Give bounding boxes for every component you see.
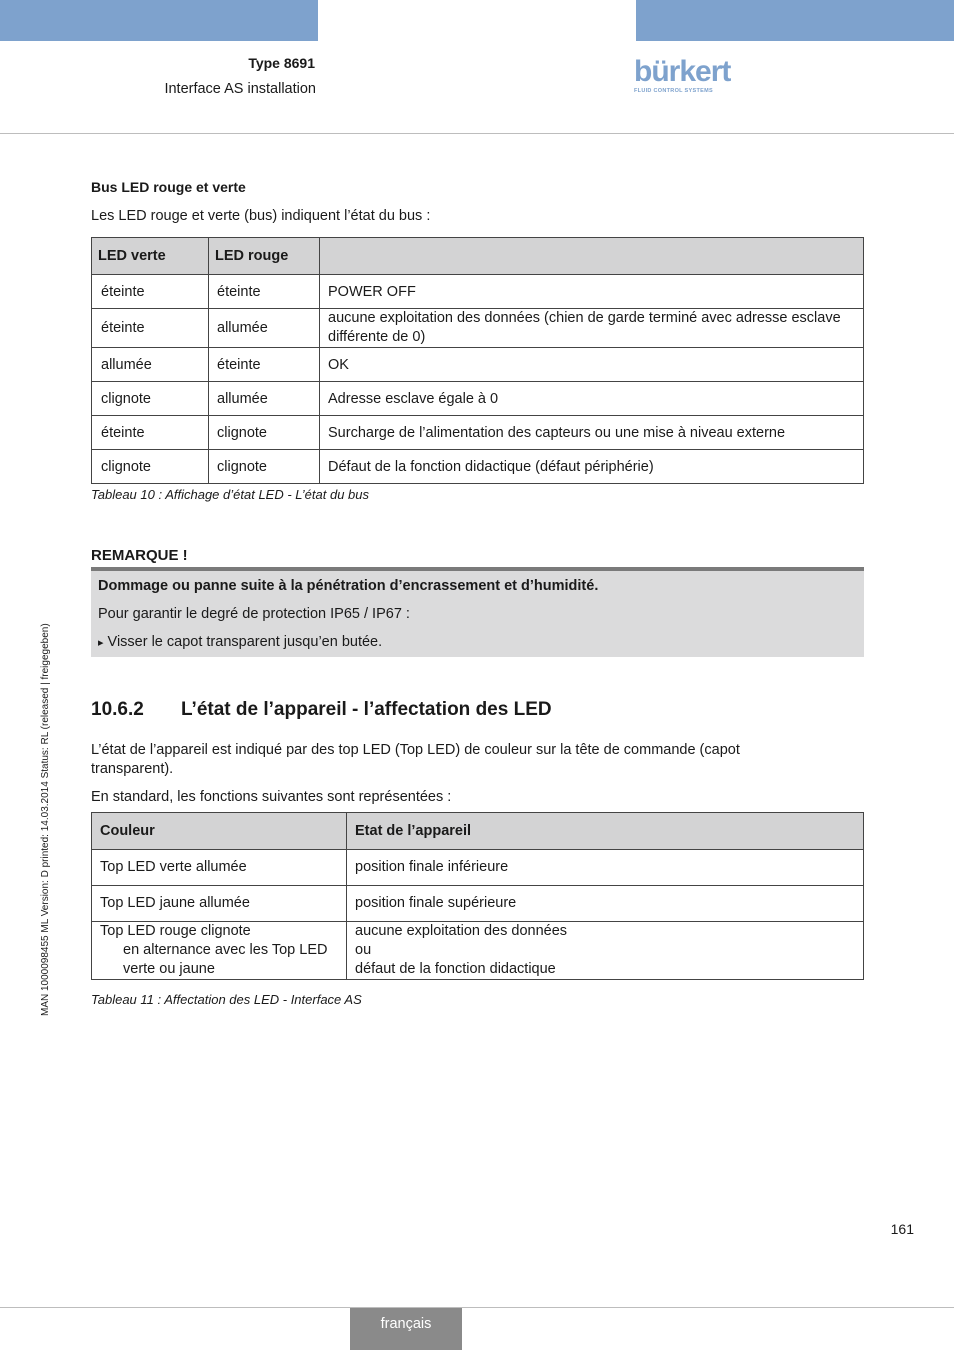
table-cell: [92, 922, 347, 980]
column-header: LED rouge: [209, 238, 320, 275]
table-cell: clignote: [209, 416, 320, 450]
table-cell: clignote: [92, 450, 209, 484]
footer-divider: [0, 1307, 954, 1308]
table-cell: éteinte: [92, 309, 209, 348]
header-divider: [0, 133, 954, 134]
remark-box: [91, 567, 864, 657]
table-cell: allumée: [209, 309, 320, 348]
table-row: [92, 275, 864, 309]
table-cell: Surcharge de l’alimentation des capteurs ou une mise à niveau externe: [320, 416, 864, 450]
table-cell: Top LED verte allumée: [92, 850, 347, 886]
cell-line: ou: [355, 942, 372, 958]
logo-tagline: FLUID CONTROL SYSTEMS: [634, 88, 713, 94]
document-status-sidebar: MAN 1000098455 ML Version: D printed: 14.03.2014 Status: RL (released | freigegeben): [40, 623, 51, 1016]
page-number: 161: [890, 1221, 914, 1237]
table-row: [92, 382, 864, 416]
table-cell: position finale supérieure: [347, 886, 864, 922]
cell-main-text: Top LED rouge clignote: [100, 923, 251, 939]
table-11-caption: Tableau 11 : Affectation des LED - Interface AS: [91, 992, 362, 1007]
table-cell: éteinte: [92, 275, 209, 309]
table-header-row: [92, 238, 864, 275]
remark-step: [98, 634, 382, 650]
table-cell: clignote: [209, 450, 320, 484]
table-cell: allumée: [209, 382, 320, 416]
bus-led-heading: Bus LED rouge et verte: [91, 179, 246, 195]
column-header: [320, 238, 864, 275]
table-row: [92, 416, 864, 450]
table-cell: éteinte: [209, 348, 320, 382]
device-standard: En standard, les fonctions suivantes sont représentées :: [91, 789, 452, 805]
table-cell: éteinte: [92, 416, 209, 450]
remark-text: Pour garantir le degré de protection IP65 / IP67 :: [98, 606, 410, 622]
device-intro: L’état de l’appareil est indiqué par des top LED (Top LED) de couleur sur la tête de commande (capot transparent).: [91, 742, 740, 777]
table-cell: Adresse esclave égale à 0: [320, 382, 864, 416]
table-cell: aucune exploitation des données (chien de garde terminé avec adresse esclave différente de 0): [320, 309, 864, 348]
header-band-left: [0, 0, 318, 41]
step-arrow-icon: ▸: [98, 637, 104, 649]
logo-wordmark: bürkert: [634, 55, 731, 88]
table-cell: [347, 922, 864, 980]
remark-step-text: Visser le capot transparent jusqu’en butée.: [107, 634, 383, 650]
cell-line: défaut de la fonction didactique: [355, 961, 556, 977]
table-row: [92, 886, 864, 922]
language-tab: français: [350, 1308, 462, 1350]
column-header: Etat de l’appareil: [347, 813, 864, 850]
table-cell: OK: [320, 348, 864, 382]
led-assignment-table: [91, 812, 864, 980]
table-header-row: [92, 813, 864, 850]
table-cell: Défaut de la fonction didactique (défaut périphérie): [320, 450, 864, 484]
table-row: [92, 922, 864, 980]
remark-warning: Dommage ou panne suite à la pénétration d’encrassement et d’humidité.: [98, 578, 599, 594]
table-cell: allumée: [92, 348, 209, 382]
cell-line: aucune exploitation des données: [355, 923, 568, 939]
bus-led-intro: Les LED rouge et verte (bus) indiquent l’état du bus :: [91, 208, 431, 224]
document-subtitle: Interface AS installation: [164, 81, 316, 97]
burkert-logo: [634, 57, 734, 97]
table-row: [92, 450, 864, 484]
section-title: L’état de l’appareil - l’affectation des LED: [181, 699, 552, 720]
section-number: 10.6.2: [91, 699, 144, 720]
column-header: Couleur: [92, 813, 347, 850]
table-cell: Top LED jaune allumée: [92, 886, 347, 922]
section-heading: [91, 699, 552, 721]
table-10-caption: Tableau 10 : Affichage d’état LED - L’état du bus: [91, 487, 370, 502]
header-band-right: [636, 0, 954, 41]
document-type: Type 8691: [248, 55, 315, 71]
cell-sub-text: en alternance avec les Top LED verte ou jaune: [123, 942, 328, 977]
table-cell: position finale inférieure: [347, 850, 864, 886]
table-cell: clignote: [92, 382, 209, 416]
table-cell: POWER OFF: [320, 275, 864, 309]
bus-led-table: [91, 237, 864, 484]
table-cell: éteinte: [209, 275, 320, 309]
table-row: [92, 348, 864, 382]
table-row: [92, 309, 864, 348]
column-header: LED verte: [92, 238, 209, 275]
table-row: [92, 850, 864, 886]
remark-title: REMARQUE !: [91, 547, 188, 564]
